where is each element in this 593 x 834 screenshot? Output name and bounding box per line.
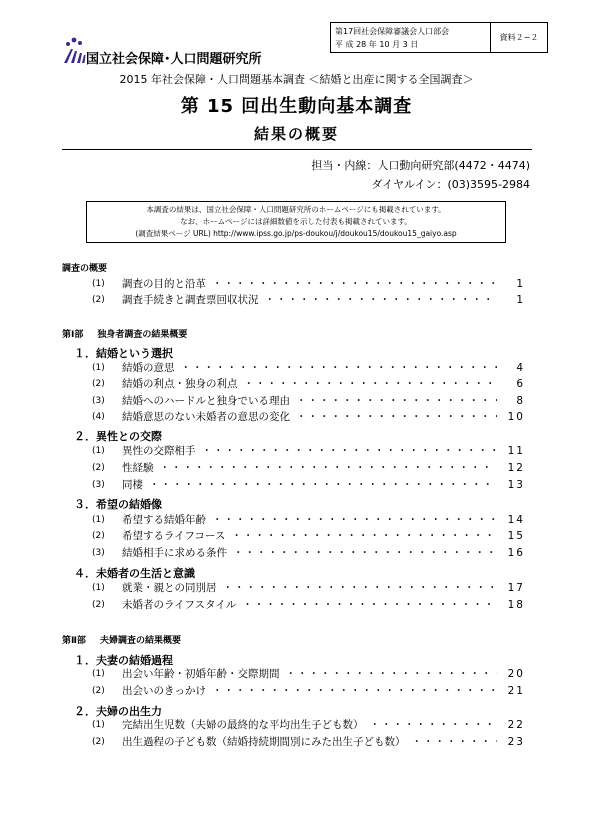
- toc-entry-page: 8: [516, 395, 525, 407]
- toc-entry[interactable]: [92, 461, 525, 476]
- toc-entry[interactable]: [92, 735, 525, 750]
- title-divider: [62, 149, 532, 150]
- leader-dots: [225, 529, 497, 544]
- part-title: 独身者調査の結果概要: [97, 330, 188, 340]
- leader-dots: [196, 444, 498, 459]
- ipss-logo-icon: [62, 37, 86, 65]
- toc-group-heading: １．夫妻の結婚過程: [74, 654, 173, 667]
- toc-entry-number: (2): [92, 379, 105, 389]
- leader-dots: [364, 718, 498, 733]
- toc-entry[interactable]: [92, 513, 525, 528]
- survey-name: 2015 年社会保障・人口問題基本調査 ＜結婚と出産に関する全国調査＞: [119, 73, 474, 86]
- leader-dots: [206, 513, 497, 528]
- toc-entry-page: 11: [507, 445, 525, 457]
- toc-entry-label: 希望するライフコース: [122, 530, 226, 542]
- website-notice-box: [86, 201, 506, 243]
- toc-group-heading: ３．希望の結婚像: [74, 498, 162, 511]
- toc-group-heading: ２．夫婦の出生力: [74, 705, 162, 718]
- toc-entry-label: 結婚の意思: [122, 362, 175, 374]
- toc-entry-number: (2): [92, 463, 105, 473]
- toc-entry-page: 18: [507, 599, 525, 611]
- leader-dots: [227, 546, 497, 561]
- leader-dots: [280, 667, 498, 682]
- toc-entry-page: 10: [507, 411, 525, 423]
- leader-dots: [206, 277, 497, 292]
- toc-group-heading: ２．異性との交際: [74, 430, 162, 443]
- part-title: 夫婦調査の結果概要: [99, 636, 181, 646]
- toc-entry-label: 結婚相手に求める条件: [122, 547, 227, 559]
- toc-entry-page: 1: [516, 294, 525, 306]
- leader-dots: [406, 735, 498, 750]
- toc-entry[interactable]: [92, 684, 525, 699]
- toc-entry-page: 23: [507, 736, 525, 748]
- leader-dots: [175, 361, 498, 376]
- toc-entry[interactable]: [92, 667, 525, 682]
- toc-entry-page: 12: [507, 462, 525, 474]
- toc-entry[interactable]: [92, 581, 525, 596]
- leader-dots: [259, 293, 498, 308]
- toc-entry[interactable]: [92, 293, 525, 308]
- toc-entry-label: 就業・親との同別居: [122, 582, 217, 594]
- toc-entry[interactable]: [92, 478, 525, 493]
- document-id: 資料２−２: [499, 33, 539, 42]
- toc-entry-label: 出生過程の子ども数（結婚持続期間別にみた出生子ども数）: [122, 736, 406, 748]
- toc-entry-page: 21: [507, 685, 525, 697]
- contact-dial-in: ダイヤルイン：(03)3595-2984: [371, 178, 530, 191]
- toc-entry-page: 6: [516, 378, 525, 390]
- leader-dots: [238, 377, 498, 392]
- toc-entry-number: (3): [92, 548, 105, 558]
- toc-entry-number: (3): [92, 396, 105, 406]
- toc-entry-label: 異性の交際相手: [122, 445, 196, 457]
- toc-entry[interactable]: [92, 361, 525, 376]
- page-subtitle: 結果の概要: [253, 125, 339, 143]
- leader-dots: [290, 394, 497, 409]
- toc-entry-number: (3): [92, 480, 105, 490]
- toc-entry-page: 15: [507, 530, 525, 542]
- toc-entry[interactable]: [92, 444, 525, 459]
- toc-entry-page: 1: [516, 278, 525, 290]
- toc-entry-number: (2): [92, 295, 105, 305]
- toc-entry[interactable]: [92, 546, 525, 561]
- toc-entry-number: (1): [92, 583, 105, 593]
- page-title: 第 15 回出生動向基本調査: [180, 96, 413, 117]
- toc-entry-number: (4): [92, 412, 105, 422]
- toc-entry-page: 4: [516, 362, 525, 374]
- toc-entry-label: 結婚へのハードルと独身でいる理由: [122, 395, 290, 407]
- part-label: 第Ⅰ部: [62, 330, 84, 340]
- toc-entry-number: (1): [92, 515, 105, 525]
- toc-entry-page: 17: [507, 582, 525, 594]
- toc-group-heading: ４．未婚者の生活と意識: [74, 567, 195, 580]
- toc-entry[interactable]: [92, 718, 525, 733]
- toc-entry-label: 出会い年齢・初婚年齢・交際期間: [122, 668, 280, 680]
- toc-entry-page: 22: [507, 719, 525, 731]
- toc-entry-number: (2): [92, 737, 105, 747]
- toc-entry-number: (1): [92, 279, 105, 289]
- toc-entry-number: (1): [92, 669, 105, 679]
- notice-line: なお、ホームページには詳細数値を示した付表も掲載されています。: [180, 217, 412, 226]
- toc-entry-page: 20: [507, 668, 525, 680]
- meeting-date: 平 成 28 年 10 月 3 日: [335, 40, 419, 49]
- leader-dots: [236, 598, 497, 613]
- toc-section-part2: [62, 633, 181, 646]
- toc-entry-label: 同棲: [122, 479, 143, 491]
- toc-entry[interactable]: [92, 410, 525, 425]
- leader-dots: [290, 410, 497, 425]
- meeting-date-cell: [331, 23, 491, 52]
- notice-line: 本調査の結果は、国立社会保障・人口問題研究所のホームページにも掲載されています。: [146, 205, 446, 214]
- toc-entry[interactable]: [92, 377, 525, 392]
- toc-entry-number: (2): [92, 531, 105, 541]
- toc-entry-page: 14: [507, 514, 525, 526]
- toc-entry-number: (1): [92, 446, 105, 456]
- org-name: 国立社会保障･人口問題研究所: [86, 52, 262, 67]
- leader-dots: [143, 478, 497, 493]
- toc-entry-number: (2): [92, 600, 105, 610]
- toc-entry[interactable]: [92, 598, 525, 613]
- toc-group-heading: １．結婚という選択: [74, 347, 173, 360]
- toc-entry-label: 調査手続きと調査票回収状況: [122, 294, 259, 306]
- toc-entry-label: 結婚意思のない未婚者の意思の変化: [122, 411, 290, 423]
- toc-entry-label: 完結出生児数（夫婦の最終的な平均出生子ども数）: [122, 719, 364, 731]
- toc-entry-page: 16: [507, 547, 525, 559]
- toc-entry-number: (2): [92, 686, 105, 696]
- toc-entry[interactable]: [92, 394, 525, 409]
- toc-entry[interactable]: [92, 277, 525, 292]
- part-label: 第Ⅱ部: [62, 636, 86, 646]
- toc-entry-page: 13: [507, 479, 525, 491]
- toc-entry[interactable]: [92, 529, 525, 544]
- toc-entry-label: 性経験: [122, 462, 154, 474]
- meeting-info-box: [330, 22, 548, 53]
- leader-dots: [154, 461, 498, 476]
- toc-entry-label: 調査の目的と沿革: [122, 278, 206, 290]
- notice-url-line[interactable]: (調査結果ページ URL) http://www.ipss.go.jp/ps-doukou/j/doukou15/doukou15_gaiyo.asp: [135, 229, 457, 238]
- toc-entry-number: (1): [92, 363, 105, 373]
- leader-dots: [206, 684, 497, 699]
- meeting-name: 第17回社会保障審議会人口部会: [335, 27, 450, 36]
- contact-department: 担当・内線：人口動向研究部(4472・4474): [311, 159, 530, 172]
- toc-entry-label: 出会いのきっかけ: [122, 685, 206, 697]
- toc-entry-label: 未婚者のライフスタイル: [122, 599, 237, 611]
- toc-section-overview: 調査の概要: [62, 264, 108, 274]
- toc-entry-label: 希望する結婚年齢: [122, 514, 206, 526]
- toc-section-part1: [62, 327, 187, 340]
- leader-dots: [217, 581, 498, 596]
- toc-entry-label: 結婚の利点・独身の利点: [122, 378, 238, 390]
- toc-entry-number: (1): [92, 720, 105, 730]
